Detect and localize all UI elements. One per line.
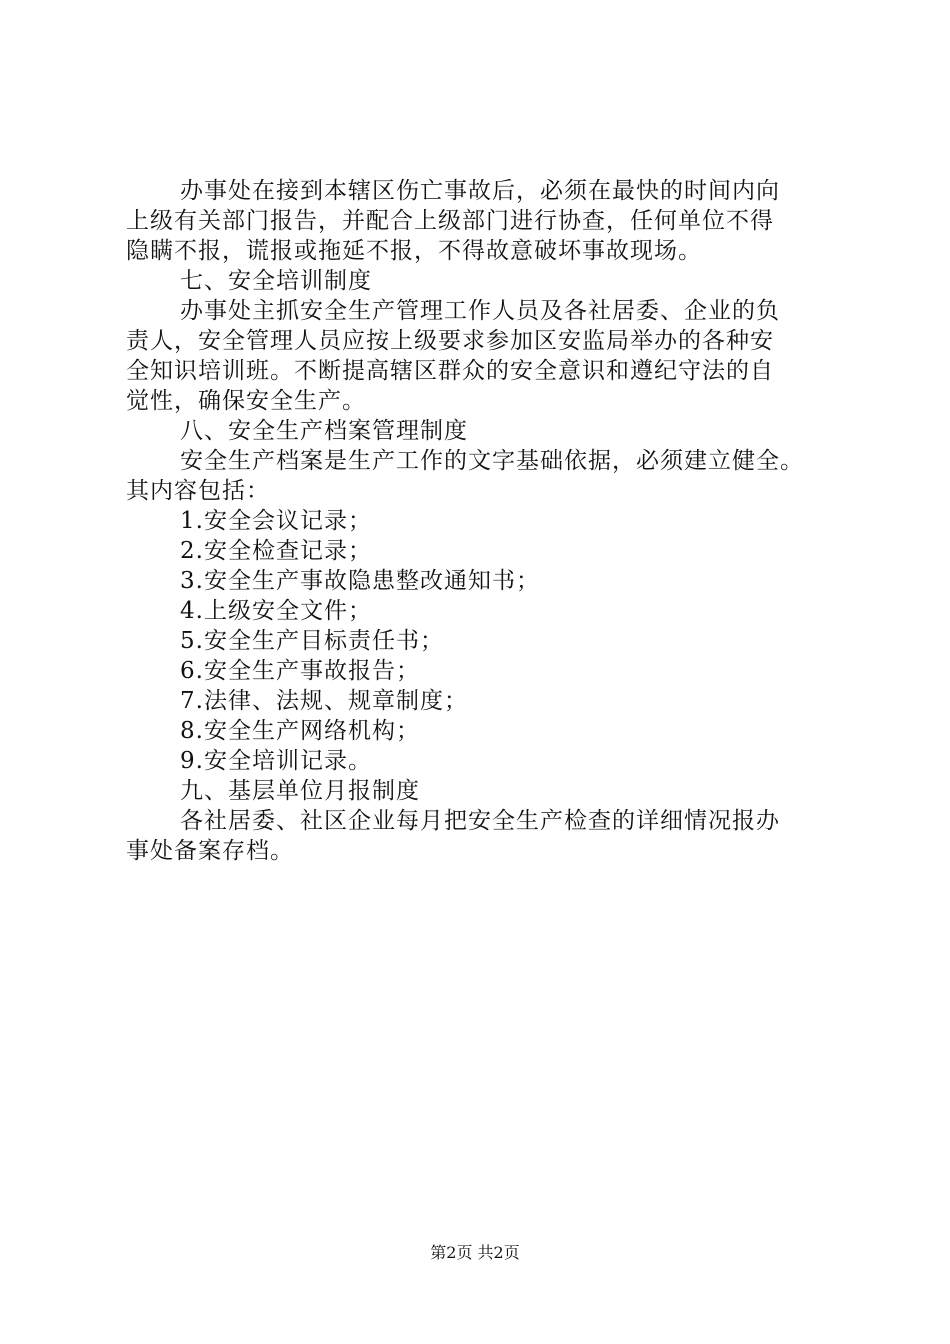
- section-heading: 七、安全培训制度: [180, 268, 372, 294]
- paragraph-line: 隐瞒不报，谎报或拖延不报，不得故意破坏事故现场。: [126, 238, 702, 264]
- paragraph-line: 其内容包括：: [126, 478, 270, 504]
- list-item: 7.法律、法规、规章制度；: [180, 688, 468, 714]
- section-heading: 八、安全生产档案管理制度: [180, 418, 468, 444]
- paragraph-line: 上级有关部门报告，并配合上级部门进行协查，任何单位不得: [126, 208, 774, 234]
- list-item: 2.安全检查记录；: [180, 538, 372, 564]
- list-item: 4.上级安全文件；: [180, 598, 372, 624]
- paragraph-line: 办事处主抓安全生产管理工作人员及各社居委、企业的负: [180, 298, 780, 324]
- paragraph-line: 事处备案存档。: [126, 838, 294, 864]
- list-item: 5.安全生产目标责任书；: [180, 628, 444, 654]
- paragraph-line: 全知识培训班。不断提高辖区群众的安全意识和遵纪守法的自: [126, 358, 774, 384]
- document-body: [126, 176, 838, 866]
- list-item: 9.安全培训记录。: [180, 748, 372, 774]
- paragraph-line: 各社居委、社区企业每月把安全生产检查的详细情况报办: [180, 808, 780, 834]
- page-number-footer: 第2页 共2页: [430, 1243, 520, 1262]
- list-item: 3.安全生产事故隐患整改通知书；: [180, 568, 540, 594]
- list-item: 1.安全会议记录；: [180, 508, 372, 534]
- paragraph-line: 责人，安全管理人员应按上级要求参加区安监局举办的各种安: [126, 328, 774, 354]
- list-item: 8.安全生产网络机构；: [180, 718, 420, 744]
- paragraph-line: 办事处在接到本辖区伤亡事故后，必须在最快的时间内向: [180, 178, 780, 204]
- paragraph-line: 觉性，确保安全生产。: [126, 388, 366, 414]
- list-item: 6.安全生产事故报告；: [180, 658, 420, 684]
- paragraph-line: 安全生产档案是生产工作的文字基础依据，必须建立健全。: [180, 448, 804, 474]
- section-heading: 九、基层单位月报制度: [180, 778, 420, 804]
